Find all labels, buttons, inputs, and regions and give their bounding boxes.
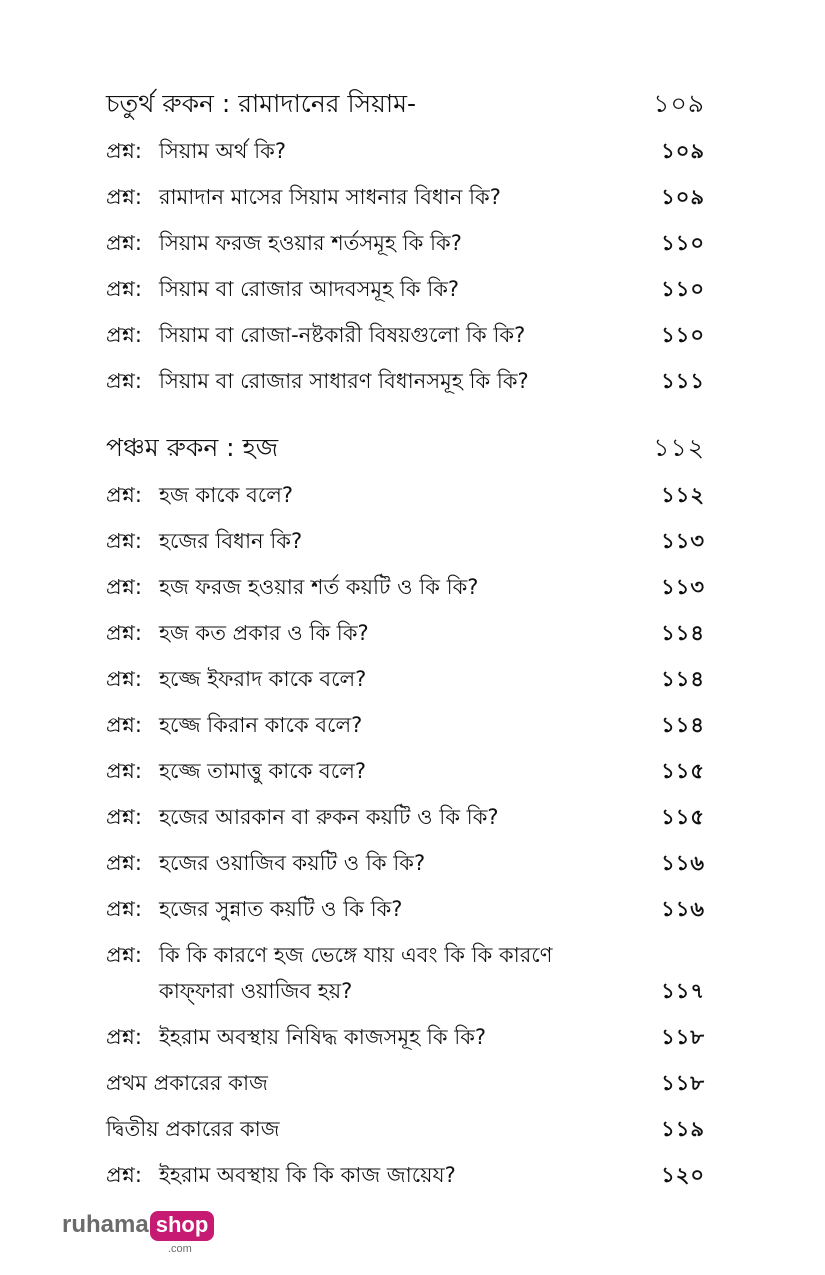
toc-entry xyxy=(106,802,705,832)
section-title: চতুর্থ রুকন : রামাদানের সিয়াম- xyxy=(106,89,417,118)
entry-title: সিয়াম বা রোজার আদবসমূহ কি কি? xyxy=(159,277,460,301)
section-title: পঞ্চম রুকন : হজ xyxy=(106,433,279,462)
entry-title: হজ্জে ইফরাদ কাকে বলে? xyxy=(159,667,367,691)
question-prefix: প্রশ্ন: xyxy=(106,851,142,875)
question-prefix: প্রশ্ন: xyxy=(106,897,142,921)
page-number: ১১১ xyxy=(661,369,705,393)
entry-title: সিয়াম বা রোজার সাধারণ বিধানসমূহ কি কি? xyxy=(159,369,529,393)
logo-wordmark: ruhama xyxy=(62,1211,149,1238)
toc-subentry xyxy=(106,1068,705,1098)
question-prefix: প্রশ্ন: xyxy=(106,231,142,255)
toc-entry xyxy=(106,136,705,166)
toc-entry xyxy=(106,366,705,396)
page-number: ১১৫ xyxy=(661,805,705,829)
toc-section-heading xyxy=(106,89,705,119)
toc-entry xyxy=(106,618,705,648)
entry-title: প্রথম প্রকারের কাজ xyxy=(106,1071,268,1095)
question-prefix: প্রশ্ন: xyxy=(106,529,142,553)
page-number: ১২০ xyxy=(661,1163,705,1187)
page-number: ১১৪ xyxy=(661,667,705,691)
logo-shop-badge: shop xyxy=(150,1211,215,1241)
question-prefix: প্রশ্ন: xyxy=(106,323,142,347)
toc-entry xyxy=(106,664,705,694)
page-number: ১১৭ xyxy=(661,979,705,1003)
entry-title: হজ্জে তামাত্তু কাকে বলে? xyxy=(159,759,366,783)
question-prefix: প্রশ্ন: xyxy=(106,805,142,829)
page-number: ১১০ xyxy=(661,323,705,347)
toc-entry xyxy=(106,756,705,786)
entry-title: হজ্জে কিরান কাকে বলে? xyxy=(159,713,363,737)
question-prefix: প্রশ্ন: xyxy=(106,943,142,967)
toc-subentry xyxy=(106,1114,705,1144)
entry-title: হজের আরকান বা রুকন কয়টি ও কি কি? xyxy=(159,805,499,829)
toc-entry xyxy=(106,848,705,878)
question-prefix: প্রশ্ন: xyxy=(106,185,142,209)
entry-title: ইহরাম অবস্থায় কি কি কাজ জায়েয? xyxy=(159,1163,456,1187)
page-number: ১১৮ xyxy=(661,1025,705,1049)
entry-title: হজ ফরজ হওয়ার শর্ত কয়টি ও কি কি? xyxy=(159,575,479,599)
page-number: ১০৯ xyxy=(661,185,705,209)
page-number: ১০৯ xyxy=(653,89,705,118)
entry-title: দ্বিতীয় প্রকারের কাজ xyxy=(106,1117,280,1141)
toc-section-heading xyxy=(106,433,705,463)
page-number: ১১৪ xyxy=(661,621,705,645)
toc-entry xyxy=(106,1022,705,1052)
page-number: ১১০ xyxy=(661,277,705,301)
page-number: ১১৬ xyxy=(661,897,705,921)
logo-domain: .com xyxy=(168,1243,192,1255)
question-prefix: প্রশ্ন: xyxy=(106,139,142,163)
question-prefix: প্রশ্ন: xyxy=(106,369,142,393)
page-number: ১১৬ xyxy=(661,851,705,875)
page-number: ১১২ xyxy=(661,483,705,507)
toc-entry xyxy=(106,320,705,350)
toc-entry xyxy=(106,1160,705,1190)
page-number: ১১৪ xyxy=(661,713,705,737)
ruhamashop-watermark-logo xyxy=(62,1211,214,1255)
entry-title: সিয়াম অর্থ কি? xyxy=(159,139,286,163)
page-number: ১১৮ xyxy=(661,1071,705,1095)
question-prefix: প্রশ্ন: xyxy=(106,1163,142,1187)
question-prefix: প্রশ্ন: xyxy=(106,575,142,599)
page-number: ১১২ xyxy=(653,433,705,462)
entry-title: হজের বিধান কি? xyxy=(159,529,303,553)
entry-title: রামাদান মাসের সিয়াম সাধনার বিধান কি? xyxy=(159,185,501,209)
toc-entry xyxy=(106,480,705,510)
question-prefix: প্রশ্ন: xyxy=(106,483,142,507)
toc-entry xyxy=(106,228,705,258)
question-prefix: প্রশ্ন: xyxy=(106,759,142,783)
toc-entry xyxy=(106,710,705,740)
question-prefix: প্রশ্ন: xyxy=(106,621,142,645)
toc-entry xyxy=(106,526,705,556)
page-number: ১১০ xyxy=(661,231,705,255)
entry-title: হজের ওয়াজিব কয়টি ও কি কি? xyxy=(159,851,426,875)
question-prefix: প্রশ্ন: xyxy=(106,277,142,301)
entry-title: কি কি কারণে হজ ভেঙ্গে যায় এবং কি কি কারণে কাফ্‌ফারা ওয়াজিব হয়? xyxy=(159,943,553,1003)
entry-title: সিয়াম বা রোজা-নষ্টকারী বিষয়গুলো কি কি? xyxy=(159,323,526,347)
entry-title: ইহরাম অবস্থায় নিষিদ্ধ কাজসমূহ কি কি? xyxy=(159,1025,487,1049)
entry-title: হজ কত প্রকার ও কি কি? xyxy=(159,621,369,645)
entry-title: হজ কাকে বলে? xyxy=(159,483,294,507)
page-number: ১১৫ xyxy=(661,759,705,783)
question-prefix: প্রশ্ন: xyxy=(106,667,142,691)
page-number: ১১৯ xyxy=(661,1117,705,1141)
entry-title: সিয়াম ফরজ হওয়ার শর্তসমূহ কি কি? xyxy=(159,231,462,255)
toc-entry xyxy=(106,572,705,602)
page-number: ১১৩ xyxy=(661,575,705,599)
toc-entry xyxy=(106,274,705,304)
question-prefix: প্রশ্ন: xyxy=(106,713,142,737)
page-number: ১১৩ xyxy=(661,529,705,553)
toc-entry xyxy=(106,182,705,212)
question-prefix: প্রশ্ন: xyxy=(106,1025,142,1049)
toc-entry xyxy=(106,940,705,1006)
page-number: ১০৯ xyxy=(661,139,705,163)
entry-title: হজের সুন্নাত কয়টি ও কি কি? xyxy=(159,897,403,921)
toc-entry xyxy=(106,894,705,924)
